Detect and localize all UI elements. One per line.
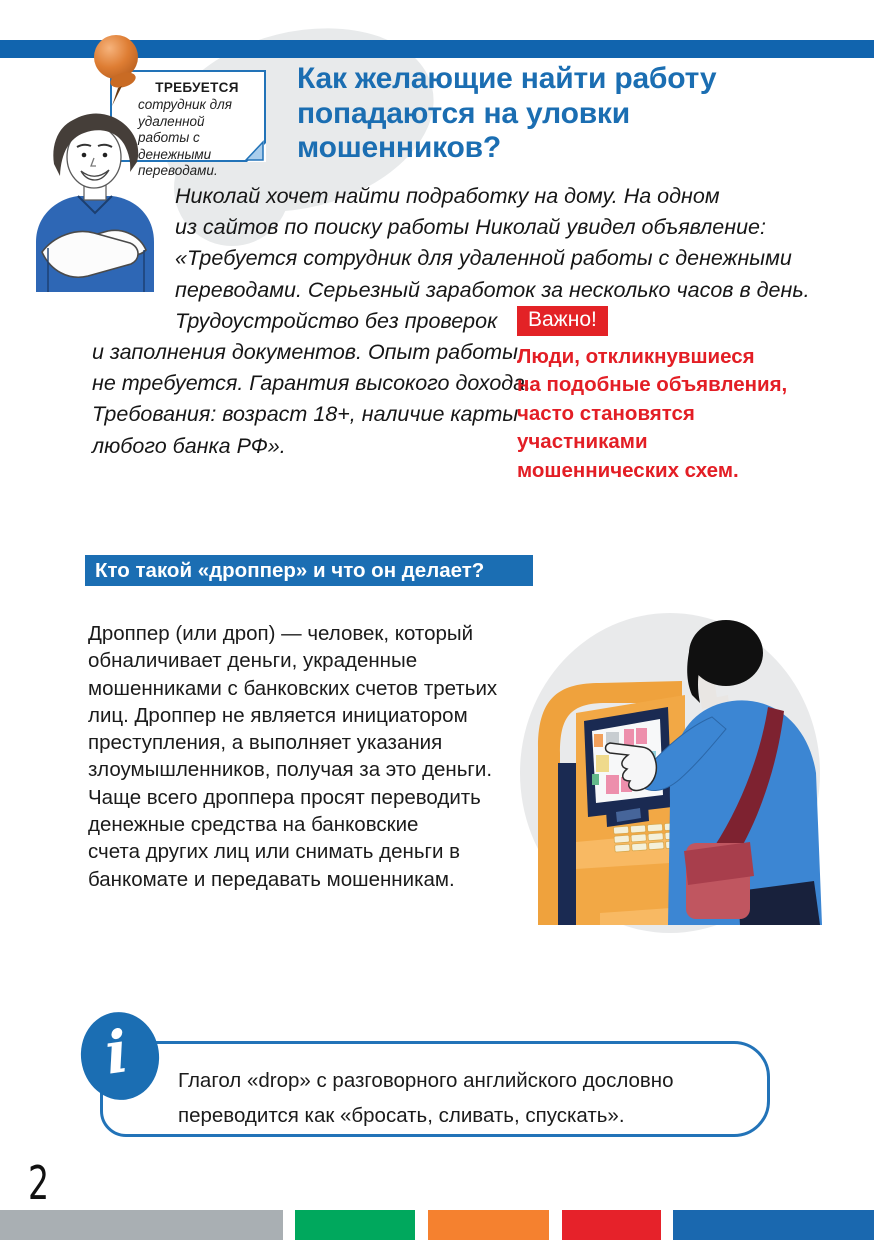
page-title-line: мошенников? bbox=[297, 131, 502, 164]
important-text bbox=[517, 343, 847, 485]
dropper-line: денежные средства на банковские bbox=[88, 813, 419, 837]
important-line: Люди, откликнувшиеся bbox=[517, 345, 755, 368]
footer-bar-green bbox=[295, 1210, 415, 1240]
dropper-line: злоумышленников, получая за это деньги. bbox=[88, 758, 493, 782]
dropper-paragraph bbox=[88, 620, 528, 893]
intro-paragraph-continued bbox=[92, 337, 552, 462]
intro-line: Николай хочет найти подработку на дому. На одном bbox=[175, 184, 720, 208]
footer-bar-gray bbox=[0, 1210, 283, 1240]
intro-line: и заполнения документов. Опыт работы bbox=[92, 340, 518, 364]
page-title-line: Как желающие найти работу bbox=[297, 62, 717, 95]
dropper-line: лиц. Дроппер не является инициатором bbox=[88, 703, 468, 727]
dropper-line: Дроппер (или дроп) — человек, который bbox=[88, 622, 474, 645]
man-at-atm-illustration bbox=[500, 595, 874, 940]
page-number: 2 bbox=[28, 1156, 50, 1210]
info-text bbox=[178, 1063, 758, 1133]
note-folded-corner bbox=[242, 138, 266, 162]
section-banner: Кто такой «дроппер» и что он делает? bbox=[85, 555, 533, 586]
footer-bar-orange bbox=[428, 1210, 549, 1240]
note-title: ТРЕБУЕТСЯ bbox=[155, 80, 239, 95]
pushpin-icon bbox=[88, 30, 148, 110]
page-title bbox=[297, 62, 757, 166]
important-line: мошеннических схем. bbox=[517, 458, 739, 482]
important-badge: Важно! bbox=[517, 306, 608, 336]
intro-line: «Требуется сотрудник для удаленной работы с денежными bbox=[175, 246, 792, 271]
important-line: участниками bbox=[517, 430, 648, 454]
intro-line: любого банка РФ». bbox=[92, 433, 286, 458]
dropper-line: преступления, а выполняет указания bbox=[88, 731, 443, 755]
footer-bar-red bbox=[562, 1210, 661, 1240]
important-line: часто становятся bbox=[517, 401, 695, 425]
intro-line: не требуется. Гарантия высокого дохода. bbox=[92, 371, 532, 396]
intro-line: Требования: возраст 18+, наличие карты bbox=[92, 402, 519, 427]
intro-paragraph bbox=[175, 181, 815, 337]
page-title-line: попадаются на уловки bbox=[297, 96, 630, 130]
intro-line: переводами. Серьезный заработок за несколько часов в день. bbox=[175, 277, 810, 302]
dropper-line: банкомате и передавать мошенникам. bbox=[88, 867, 455, 891]
important-line: на подобные объявления, bbox=[517, 373, 788, 397]
dropper-line: обналичивает деньги, украденные bbox=[88, 649, 418, 673]
info-icon-glyph: i bbox=[100, 1017, 133, 1088]
info-line: переводится как «бросать, сливать, спускать». bbox=[178, 1104, 625, 1127]
intro-line: из сайтов по поиску работы Николай увидел объявление: bbox=[175, 215, 766, 240]
info-line: Глагол «drop» с разговорного английского дословно bbox=[178, 1069, 674, 1092]
dropper-line: мошенниками с банковских счетов третьих bbox=[88, 676, 498, 700]
dropper-line: Чаще всего дроппера просят переводить bbox=[88, 785, 481, 809]
footer-bar-blue bbox=[673, 1210, 874, 1240]
dropper-line: счета других лиц или снимать деньги в bbox=[88, 840, 461, 864]
note-body: сотрудник для удаленной работы с денежными переводами. bbox=[138, 97, 232, 178]
man-with-crossed-arms-illustration bbox=[18, 100, 210, 292]
intro-line: Трудоустройство без проверок bbox=[175, 308, 498, 333]
